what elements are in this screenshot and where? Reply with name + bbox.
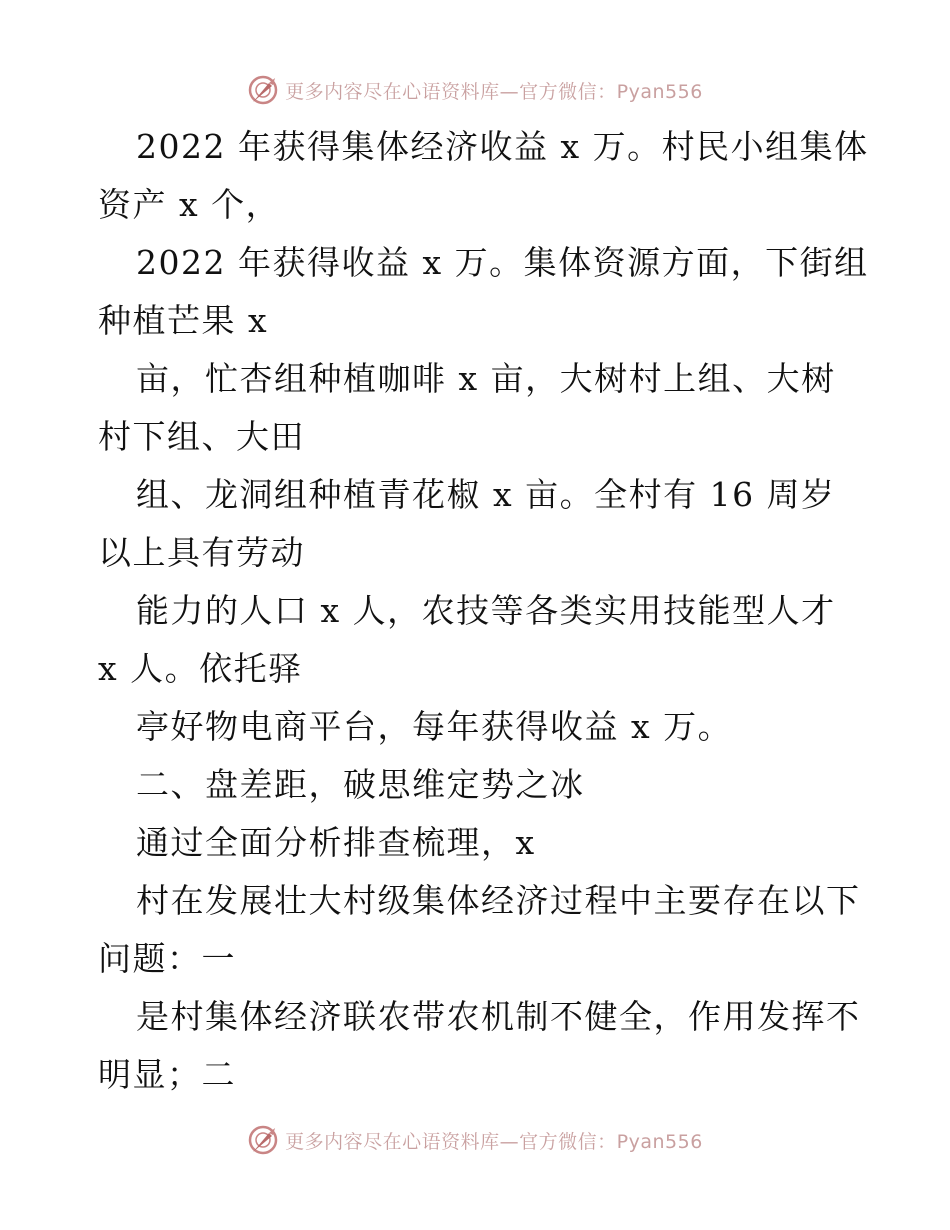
body-line: 2022 年获得集体经济收益 x 万。村民小组集体 (136, 127, 869, 166)
body-line: 以上具有劳动 (98, 533, 305, 572)
header-watermark-text: 更多内容尽在心语资料库—官方微信：Pyan556 (285, 80, 703, 103)
header-watermark-banner (0, 70, 950, 110)
body-line: 资产 x 个， (98, 185, 281, 224)
body-line: x 人。依托驿 (98, 649, 303, 688)
body-line: 明显；二 (98, 1055, 236, 1094)
body-line: 亩，忙杏组种植咖啡 x 亩，大树村上组、大树 (136, 359, 836, 398)
footer-watermark-banner (0, 1120, 950, 1160)
body-line: 亭好物电商平台，每年获得收益 x 万。 (136, 707, 733, 746)
quill-logo-icon (247, 1124, 279, 1156)
body-line: 组、龙洞组种植青花椒 x 亩。全村有 16 周岁 (136, 475, 836, 514)
body-line: 是村集体经济联农带农机制不健全，作用发挥不 (136, 997, 861, 1036)
body-line: 村在发展壮大村级集体经济过程中主要存在以下 (136, 881, 861, 920)
body-line: 能力的人口 x 人，农技等各类实用技能型人才 (136, 591, 836, 630)
body-line: 种植芒果 x (98, 301, 269, 340)
body-line: 2022 年获得收益 x 万。集体资源方面，下街组 (136, 243, 869, 282)
document-body (98, 118, 869, 1104)
body-line: 问题：一 (98, 939, 236, 978)
footer-watermark-text: 更多内容尽在心语资料库—官方微信：Pyan556 (285, 1130, 703, 1153)
section-heading: 二、盘差距，破思维定势之冰 (136, 765, 585, 804)
body-line: 村下组、大田 (98, 417, 305, 456)
quill-logo-icon (247, 74, 279, 106)
body-line: 通过全面分析排查梳理，x (136, 823, 536, 862)
